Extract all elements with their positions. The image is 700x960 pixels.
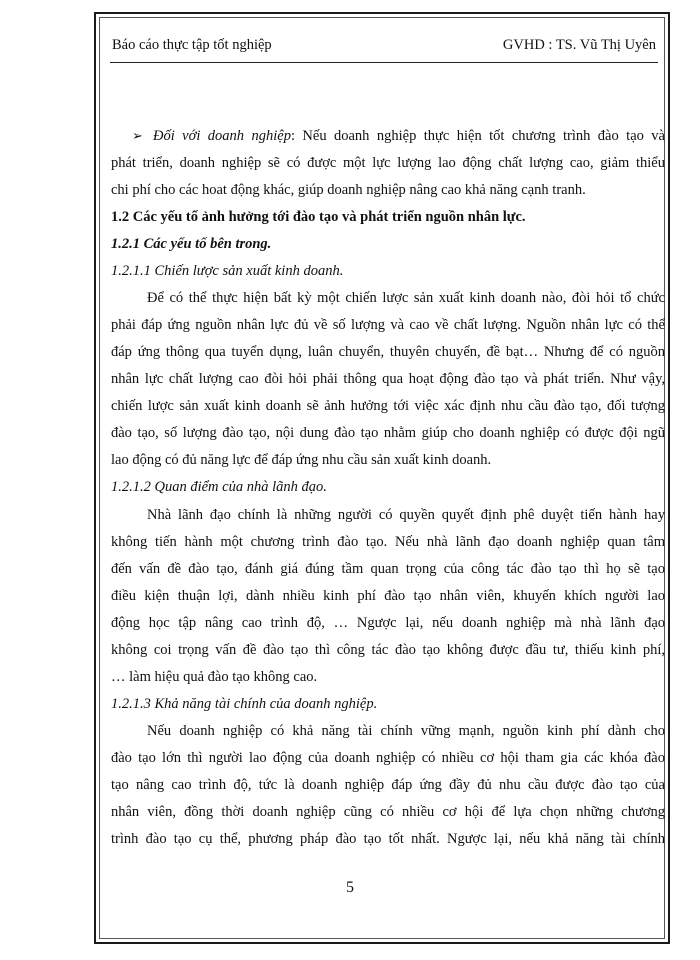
paragraph-line: … làm hiệu quả đào tạo không cao. (111, 669, 318, 685)
paragraph-line: phát triển, doanh nghiệp sẽ có được một lực lượng lao động chất lượng cao, giảm thiểu (111, 155, 665, 171)
section-heading-1-2: 1.2 Các yếu tố ảnh hưởng tới đào tạo và phát triển nguồn nhân lực. (111, 209, 526, 225)
section-heading-1-2-1: 1.2.1 Các yếu tố bên trong. (111, 236, 272, 252)
header-supervisor: GVHD : TS. Vũ Thị Uyên (502, 37, 656, 53)
paragraph-line (153, 124, 665, 148)
paragraph-line: nhân lực chất lượng cao đòi hỏi phải thông qua hoạt động đào tạo và phát triển. Như vậy, (111, 371, 665, 387)
section-heading-1-2-1-1: 1.2.1.1 Chiến lược sản xuất kinh doanh. (111, 263, 344, 279)
paragraph-line: chiến lược sản xuất kinh doanh sẽ ảnh hưởng tới việc xác định nhu cầu đào tạo, đối tượng (111, 398, 665, 414)
header-divider (110, 62, 658, 63)
paragraph-line: không coi trọng vấn đề đào tạo thì công tác đào tạo không được đầu tư, thiếu kinh phí, (111, 642, 665, 658)
paragraph-line: điều kiện thuận lợi, dành nhiều kinh phí đào tạo nhân viên, khuyến khích người lao (111, 588, 665, 604)
paragraph-line: Để có thể thực hiện bất kỳ một chiến lược sản xuất kinh doanh nào, đòi hỏi tổ chức (147, 290, 665, 306)
paragraph-line: nhân viên, đồng thời doanh nghiệp cũng có nhiều cơ hội để lựa chọn những chương (111, 804, 665, 820)
paragraph-line: phải đáp ứng nguồn nhân lực đủ về số lượng và cao về chất lượng. Nguồn nhân lực có thể (111, 317, 665, 333)
paragraph-line: động học tập nâng cao trình độ, … Ngược lại, nếu doanh nghiệp mà nhà lãnh đạo (111, 615, 665, 631)
page-number: 5 (346, 879, 354, 896)
paragraph-line: Nếu doanh nghiệp có khả năng tài chính vững mạnh, nguồn kinh phí dành cho (147, 723, 665, 739)
paragraph-line: Nhà lãnh đạo chính là những người có quyền quyết định phê duyệt tiến hành hay (147, 507, 665, 523)
paragraph-line: không tiến hành một chương trình đào tạo. Nếu nhà lãnh đạo doanh nghiệp quan tâm (111, 534, 665, 550)
header-report-title: Báo cáo thực tập tốt nghiệp (112, 37, 272, 53)
text-run: : Nếu doanh nghiệp thực hiện tốt chương trình đào tạo và (290, 128, 665, 144)
paragraph-line: trình đào tạo cụ thể, phương pháp đào tạo tốt nhất. Ngược lại, nếu khả năng tài chính (111, 831, 665, 847)
paragraph-line: đáp ứng thông qua tuyển dụng, luân chuyển, thuyên chuyển, đề bạt… Nhưng để có nguồn (111, 344, 665, 360)
paragraph-line: đào tạo, số lượng đào tạo, nội dung đào tạo nhằm giúp cho doanh nghiệp có được đội ngũ (111, 425, 665, 441)
paragraph-line: tạo nâng cao trình độ, tức là doanh nghiệp đáp ứng đầy đủ nhu cầu được đào tạo của (111, 777, 665, 793)
paragraph-line: đào tạo lớn thì người lao động của doanh nghiệp có nhiều cơ hội tham gia các khóa đào (111, 750, 665, 766)
section-heading-1-2-1-3: 1.2.1.3 Khả năng tài chính của doanh nghiệp. (111, 696, 378, 712)
paragraph-line: chi phí cho các hoat động khác, giúp doanh nghiệp nâng cao khả năng cạnh tranh. (111, 182, 586, 198)
emphasis-text: Đối với doanh nghiệp (153, 128, 291, 144)
arrow-bullet-icon: ➢ (132, 128, 143, 143)
paragraph-line: lao động có đủ năng lực để đáp ứng nhu cầu sản xuất kinh doanh. (111, 452, 492, 468)
section-heading-1-2-1-2: 1.2.1.2 Quan điểm của nhà lãnh đạo. (111, 479, 327, 495)
paragraph-line: đến vấn đề đào tạo, đánh giá đúng tầm quan trọng của công tác đào tạo thì họ sẽ tạo (111, 561, 665, 577)
page-header (112, 34, 656, 56)
